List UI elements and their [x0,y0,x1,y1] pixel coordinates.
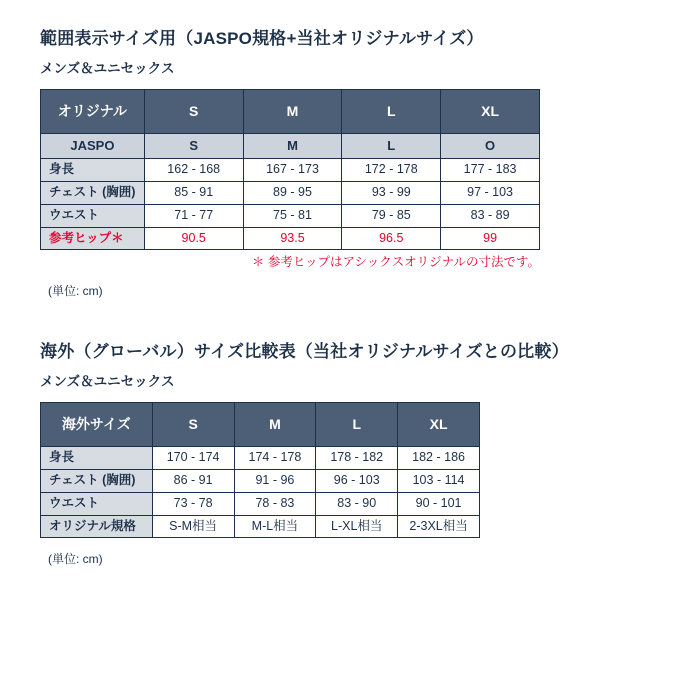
header-cell-global: 海外サイズ [41,403,153,447]
section-domestic-sizes [40,28,640,299]
subheader-cell-l: L [342,134,441,159]
subheader-cell-m: M [243,134,342,159]
table-header-row [41,90,540,134]
table-row [41,447,480,470]
table-subheader-row [41,134,540,159]
cell-waist-s: 73 - 78 [152,492,234,515]
header-cell-xl: XL [398,403,480,447]
section2-subtitle: メンズ＆ユニセックス [40,374,175,390]
row-label-chest: チェスト (胸囲) [41,470,153,493]
cell-hip-s: 90.5 [144,227,243,250]
cell-hip-m: 93.5 [243,227,342,250]
section-divider-space [40,299,640,341]
cell-height-xl: 182 - 186 [398,447,480,470]
page-title: 範囲表示サイズ用（JASPO規格+当社オリジナルサイズ） [40,29,484,48]
table-row [41,159,540,182]
row-label-waist: ウエスト [41,492,153,515]
cell-height-xl: 177 - 183 [441,159,540,182]
cell-height-l: 178 - 182 [316,447,398,470]
cell-chest-s: 85 - 91 [144,182,243,205]
row-label-height: 身長 [41,159,145,182]
table-row [41,470,480,493]
cell-original-m: M-L相当 [234,515,316,538]
table-row [41,204,540,227]
cell-waist-s: 71 - 77 [144,204,243,227]
table-row [41,515,480,538]
unit-note-2: (単位: cm) [48,552,103,567]
cell-height-l: 172 - 178 [342,159,441,182]
header-cell-l: L [342,90,441,134]
header-cell-xl: XL [441,90,540,134]
row-label-chest: チェスト (胸囲) [41,182,145,205]
cell-height-m: 167 - 173 [243,159,342,182]
subheader-cell-o: O [441,134,540,159]
cell-height-s: 170 - 174 [152,447,234,470]
unit-note-1: (単位: cm) [48,284,103,299]
section1-subtitle: メンズ＆ユニセックス [40,61,175,77]
cell-waist-m: 75 - 81 [243,204,342,227]
table-row [41,492,480,515]
cell-chest-s: 86 - 91 [152,470,234,493]
subheader-cell-s: S [144,134,243,159]
table-row [41,182,540,205]
row-label-hip: 参考ヒップ＊ [41,227,145,250]
cell-original-l: L-XL相当 [316,515,398,538]
header-cell-m: M [243,90,342,134]
cell-waist-xl: 83 - 89 [441,204,540,227]
row-label-height: 身長 [41,447,153,470]
cell-height-m: 174 - 178 [234,447,316,470]
cell-waist-xl: 90 - 101 [398,492,480,515]
cell-hip-xl: 99 [441,227,540,250]
cell-chest-l: 96 - 103 [316,470,398,493]
cell-height-s: 162 - 168 [144,159,243,182]
cell-original-s: S-M相当 [152,515,234,538]
cell-waist-l: 79 - 85 [342,204,441,227]
section-global-sizes [40,341,640,567]
domestic-size-table [40,89,540,250]
header-cell-l: L [316,403,398,447]
cell-chest-m: 91 - 96 [234,470,316,493]
row-label-original-standard: オリジナル規格 [41,515,153,538]
hip-footnote: ＊ 参考ヒップはアシックスオリジナルの寸法です。 [251,255,540,270]
header-cell-m: M [234,403,316,447]
subheader-cell-jaspo: JASPO [41,134,145,159]
cell-chest-m: 89 - 95 [243,182,342,205]
cell-chest-xl: 103 - 114 [398,470,480,493]
header-cell-s: S [144,90,243,134]
table-header-row [41,403,480,447]
cell-chest-xl: 97 - 103 [441,182,540,205]
table-row [41,227,540,250]
header-cell-s: S [152,403,234,447]
cell-waist-m: 78 - 83 [234,492,316,515]
cell-chest-l: 93 - 99 [342,182,441,205]
header-cell-original: オリジナル [41,90,145,134]
global-size-table [40,402,480,538]
row-label-waist: ウエスト [41,204,145,227]
cell-original-xl: 2-3XL相当 [398,515,480,538]
cell-waist-l: 83 - 90 [316,492,398,515]
section2-title: 海外（グローバル）サイズ比較表（当社オリジナルサイズとの比較） [40,341,569,361]
cell-hip-l: 96.5 [342,227,441,250]
